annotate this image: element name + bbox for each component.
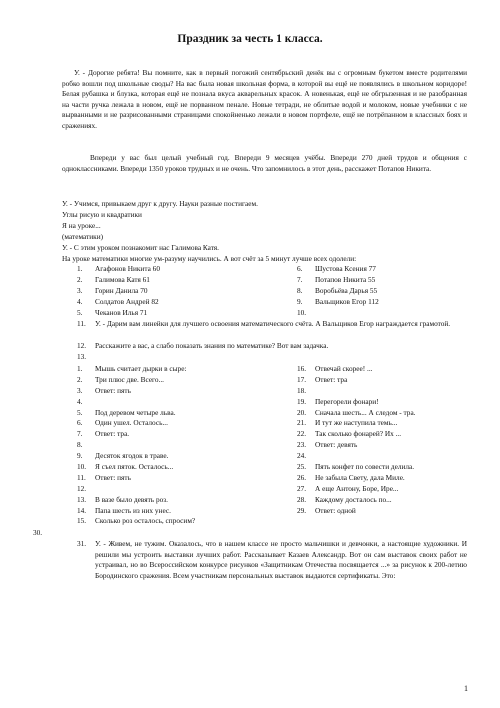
list-item: 28. Каждому досталось по...: [297, 494, 392, 504]
list-item: 22. Так сколько фонарей? Их ...: [297, 429, 402, 439]
list-item: 15. Сколько роз осталось, спросим?: [77, 516, 196, 526]
list-item: 1. Мышь считает дырки в сыре:: [77, 364, 187, 373]
list-item: 5. Чеканов Илья 71: [77, 307, 148, 317]
list-item: 4.: [77, 396, 83, 406]
list-item: 5. Под деревом четыре льва.: [77, 407, 176, 417]
list-item: 24.: [297, 451, 307, 461]
list-item: 27. А еще Антону, Боре, Ире...: [297, 483, 399, 493]
poem-line: (математики): [62, 232, 104, 241]
item-number: 31.: [77, 539, 87, 548]
list-item: 16. Отвечай скорее! ...: [297, 364, 373, 373]
riddles-left-list: [77, 364, 287, 527]
list-item: 14. Папа шесть из них унес.: [77, 505, 171, 515]
poem-line: Я на уроке...: [62, 221, 101, 230]
list-item: 10. Я съел пяток. Осталось...: [77, 462, 174, 472]
list-item: 1. Агафонов Никита 60: [77, 264, 160, 273]
list-item: 2. Галимова Катя 61: [77, 274, 150, 284]
list-item: 21. И тут же наступила темь...: [297, 418, 398, 428]
list-item: 8. Воробьёва Дарья 55: [297, 285, 378, 295]
page-title: Праздник за честь 1 класса.: [177, 33, 323, 45]
item-number: 11.: [77, 319, 86, 328]
results-left-list: [77, 264, 267, 318]
results-right-list: [297, 264, 467, 318]
list-item: 26. Не забыла Свету, дала Миле.: [297, 472, 405, 482]
list-item: 9. Десяток ягодок в траве.: [77, 451, 169, 461]
list-item: 13. В вазе было девять роз.: [77, 494, 168, 504]
list-item: 18.: [297, 385, 307, 395]
list-item: 17. Ответ: тра: [297, 374, 348, 384]
item-number: 30.: [33, 528, 43, 537]
list-item: 29. Ответ: одной: [297, 505, 356, 515]
poem-line: У. - С этим уроком познакомит нас Галимова Катя.: [62, 243, 219, 252]
item-31-text: У. - Живем, не тужим. Оказалось, что в нашем классе не просто мальчишки и девчонки, а настоящие художники. И решили мы устроить выставки лучших работ. Рассказывает Казаев Александр. Вот он сам выставок своих работ не устраивал, но во Всероссийском конкурсе рисунков «Защитникам Отечества посвящается ...» за рисунок к 200-летию Бородинского сражения. Всем участникам персональных выставок выдаются сертификаты. Это:: [95, 539, 467, 580]
item-11-text: У. - Дарим вам линейки для лучшего освоения математического счёта. А Вальщиков Егор награждается грамотой.: [95, 319, 451, 328]
list-item: 7. Ответ: тра.: [77, 429, 130, 439]
intro-paragraph: У. - Дорогие ребята! Вы помните, как в первый погожий сентябрьский денёк вы с огромным букетом вместе родителями робко вошли под школьные своды? На вас была новая школьная форма, в которой вы ещё не появлялись в школьном коридоре! Белая рубашка и блузка, которая ещё не познала вкуса акварельных красок. А новенькая, ещё не обгрызенная и не разобранная на части ручка лежала в новом, ещё не порванном пенале. Новые тетради, не облитые водой и молоком, новые учебники с не вырванными и не разрисованными страницами спокойненько лежали в новом портфеле, ещё не потрёпанном в классных боях и сражениях.: [62, 68, 467, 130]
list-item: 12.: [77, 483, 87, 493]
math-intro: На уроке математики многие ум-разуму научились. А вот счёт за 5 минут лучше всех одолели:: [62, 254, 357, 263]
poem-line: Углы рисую и квадратики: [62, 210, 142, 219]
list-item: 9. Вальщиков Егор 112: [297, 296, 379, 306]
list-item: 2. Три плюс две. Всего...: [77, 374, 164, 384]
item-12-text: Расскажите а вас, а слабо показать знания по математике? Вот вам задачка.: [95, 341, 329, 350]
item-number: 12.: [77, 341, 87, 350]
list-item: 8.: [77, 440, 83, 450]
list-item: 4. Солдатов Андрей 82: [77, 296, 159, 306]
riddles-right-list: [297, 364, 467, 516]
page-number: 1: [464, 684, 468, 693]
list-item: 20. Сначала шесть... А следом - тра.: [297, 407, 416, 417]
list-item: 19. Перегорели фонари!: [297, 396, 379, 406]
list-item: 6. Шустова Ксения 77: [297, 264, 376, 273]
list-item: 6. Один ушел. Осталось...: [77, 418, 168, 428]
poem-line: У. - Учимся, привыкаем друг к другу. Науки разные постигаем.: [62, 199, 258, 208]
list-item: 7. Потапов Никита 55: [297, 274, 376, 284]
item-number: 13.: [77, 352, 87, 361]
list-item: 25. Пять конфет по совести делила.: [297, 462, 415, 472]
second-paragraph: Впереди у вас был целый учебный год. Впереди 9 месяцев учёбы. Впереди 270 дней трудов и общения с одноклассниками. Впереди 1350 уроков трудных и не очень. Что запомнилось в этот день, расскажет Потапов Никита.: [62, 153, 467, 173]
list-item: 3. Горин Данила 70: [77, 285, 148, 295]
list-item: 11. Ответ: пять: [77, 472, 131, 482]
list-item: 3. Ответ: пять: [77, 385, 131, 395]
list-item: 23. Ответ: девять: [297, 440, 358, 450]
list-item: 10.: [297, 307, 307, 317]
